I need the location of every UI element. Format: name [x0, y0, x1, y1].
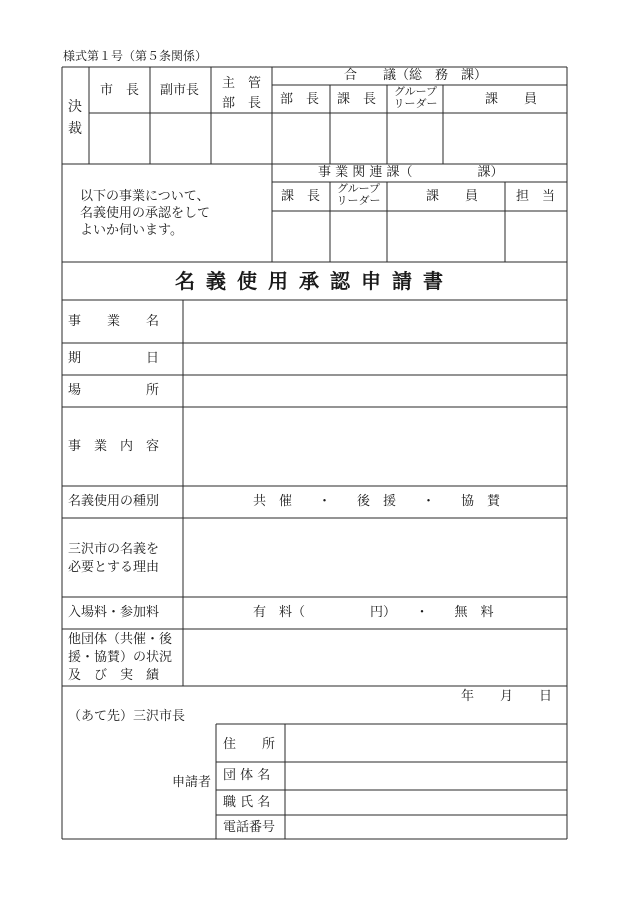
date-line: 年 月 日	[461, 689, 553, 704]
label-naiyo: 事 業 内 容	[68, 439, 160, 454]
label-jigyo-mei: 事 業 名	[68, 314, 160, 329]
header-shukan-bucho: 主 管 部 長	[222, 76, 262, 111]
jigyo-mei-field[interactable]	[184, 301, 566, 342]
request-note: 以下の事業について、 名義使用の承認をして よいか伺います。	[80, 189, 211, 238]
label-jusho: 住 所	[223, 737, 276, 752]
jusho-field[interactable]	[286, 725, 566, 761]
related-header: 事 業 関 連 課（ 課）	[318, 165, 504, 180]
shubetsu-options: 共 催 ・ 後 援 ・ 協 賛	[253, 494, 501, 509]
riyu-field[interactable]	[184, 519, 566, 596]
shimei-field[interactable]	[286, 791, 566, 814]
label-kijitsu: 期 日	[68, 351, 160, 366]
label-dantai: 団 体 名	[223, 768, 271, 783]
jisseki-field[interactable]	[184, 630, 566, 685]
addressee: （あて先）三沢市長	[68, 709, 186, 724]
form-number: 様式第１号（第５条関係）	[63, 49, 208, 63]
related-group-leader: グループ リーダー	[336, 182, 381, 207]
label-shubetsu: 名義使用の種別	[68, 494, 160, 509]
label-jisseki: 他団体（共催・後 援・協賛）の状況 及 び 実 績	[68, 632, 173, 683]
dantai-field[interactable]	[286, 763, 566, 789]
header-fukushicho: 副市長	[160, 83, 200, 98]
header-kain: 課 員	[485, 92, 538, 107]
header-group-leader: グループ リーダー	[393, 85, 438, 110]
related-tanto: 担 当	[516, 189, 556, 204]
naiyo-field[interactable]	[184, 408, 566, 485]
label-denwa: 電話番号	[223, 820, 276, 835]
related-kacho: 課 長	[281, 189, 321, 204]
header-bucho: 部 長	[280, 92, 320, 107]
header-shicho: 市 長	[100, 83, 140, 98]
ryokin-options: 有 料（ 円） ・ 無 料	[253, 605, 494, 620]
page-title: 名義使用承認申請書	[175, 269, 454, 293]
denwa-field[interactable]	[286, 816, 566, 838]
kessai-label: 決 裁	[68, 99, 82, 137]
kijitsu-field[interactable]	[184, 344, 566, 374]
header-kacho: 課 長	[337, 92, 377, 107]
related-kain: 課 員	[426, 189, 479, 204]
applicant-label: 申請者	[172, 775, 212, 790]
label-shimei: 職 氏 名	[223, 795, 271, 810]
label-basho: 場 所	[68, 383, 160, 398]
label-ryokin: 入場料・参加料	[68, 605, 160, 620]
header-aigi: 合 議（総 務 課）	[344, 68, 488, 83]
label-riyu: 三沢市の名義を 必要とする理由	[68, 542, 160, 575]
basho-field[interactable]	[184, 376, 566, 406]
